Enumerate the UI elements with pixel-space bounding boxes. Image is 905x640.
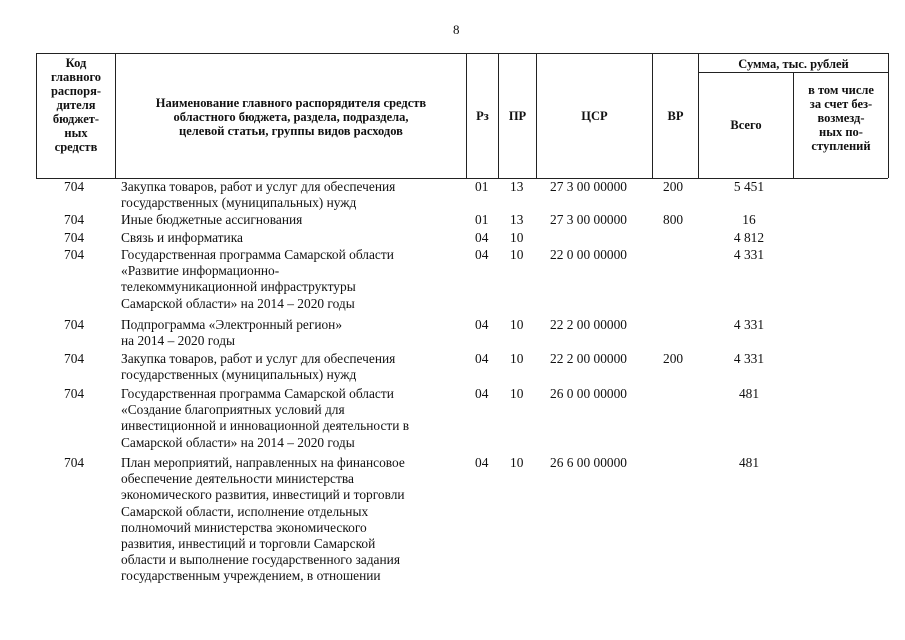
row-total: 481 <box>738 455 760 470</box>
row-rz: 04 <box>475 455 489 470</box>
header-gratuitous: в том числе за счет без- возмезд- ных по- ступлений <box>808 83 874 153</box>
row-csr: 22 2 00 00000 <box>550 317 627 332</box>
row-total: 5 451 <box>733 179 765 194</box>
row-name: Иные бюджетные ассигнования <box>121 212 303 227</box>
row-name: План мероприятий, направленных на финансовое обеспечение деятельности министерства экономического развития, инвестиций и торговли Самарской области, исполнение отдельных полномочий министерства экономического развития, инвестиций и торговли Самарской области и выполнение государственного задания государственным учреждением, в отношении <box>121 455 405 584</box>
header-sum: Сумма, тыс. рублей <box>738 57 849 71</box>
row-code: 704 <box>64 212 85 227</box>
row-pr: 10 <box>510 247 524 262</box>
row-pr: 10 <box>510 386 524 401</box>
row-vr: 200 <box>663 351 684 366</box>
row-name: Подпрограмма «Электронный регион» на 2014 – 2020 годы <box>121 317 343 349</box>
row-total: 4 331 <box>733 247 765 262</box>
row-csr: 26 0 00 00000 <box>550 386 627 401</box>
row-csr: 22 2 00 00000 <box>550 351 627 366</box>
header-vr: ВР <box>667 109 684 123</box>
row-rz: 04 <box>475 386 489 401</box>
row-code: 704 <box>64 317 85 332</box>
row-csr: 22 0 00 00000 <box>550 247 627 262</box>
row-total: 4 331 <box>733 351 765 366</box>
header-code: Код главного распоря- дителя бюджет- ных средств <box>50 56 102 154</box>
row-rz: 01 <box>475 179 489 194</box>
row-pr: 10 <box>510 230 524 245</box>
header-pr: ПР <box>508 109 527 123</box>
row-csr: 27 3 00 00000 <box>550 212 627 227</box>
row-code: 704 <box>64 455 85 470</box>
row-pr: 13 <box>510 179 524 194</box>
row-code: 704 <box>64 386 85 401</box>
row-name: Государственная программа Самарской области «Создание благоприятных условий для инвестиционной и инновационной деятельности в Самарской области» на 2014 – 2020 годы <box>121 386 410 450</box>
row-name: Государственная программа Самарской области «Развитие информационно- телекоммуникационной инфраструктуры Самарской области» на 2014 – 2020 годы <box>121 247 394 311</box>
header-name: Наименование главного распорядителя средств областного бюджета, раздела, подраздела, целевой статьи, группы видов расходов <box>155 96 427 138</box>
row-total: 4 331 <box>733 317 765 332</box>
row-name: Связь и информатика <box>121 230 243 245</box>
row-rz: 04 <box>475 247 489 262</box>
row-pr: 10 <box>510 351 524 366</box>
row-code: 704 <box>64 351 85 366</box>
row-rz: 04 <box>475 317 489 332</box>
page-number: 8 <box>453 22 460 37</box>
row-rz: 04 <box>475 351 489 366</box>
row-total: 481 <box>738 386 760 401</box>
header-rz: Рз <box>476 109 489 123</box>
row-vr: 800 <box>663 212 684 227</box>
row-rz: 04 <box>475 230 489 245</box>
row-vr: 200 <box>663 179 684 194</box>
row-total: 16 <box>742 212 756 227</box>
row-code: 704 <box>64 247 85 262</box>
row-csr: 27 3 00 00000 <box>550 179 627 194</box>
row-pr: 10 <box>510 455 524 470</box>
row-name: Закупка товаров, работ и услуг для обеспечения государственных (муниципальных) нужд <box>121 179 396 211</box>
row-pr: 13 <box>510 212 524 227</box>
row-rz: 01 <box>475 212 489 227</box>
row-name: Закупка товаров, работ и услуг для обеспечения государственных (муниципальных) нужд <box>121 351 396 383</box>
header-total: Всего <box>730 118 762 132</box>
header-csr: ЦСР <box>581 109 608 123</box>
row-code: 704 <box>64 179 85 194</box>
row-code: 704 <box>64 230 85 245</box>
row-csr: 26 6 00 00000 <box>550 455 627 470</box>
row-total: 4 812 <box>733 230 765 245</box>
row-pr: 10 <box>510 317 524 332</box>
